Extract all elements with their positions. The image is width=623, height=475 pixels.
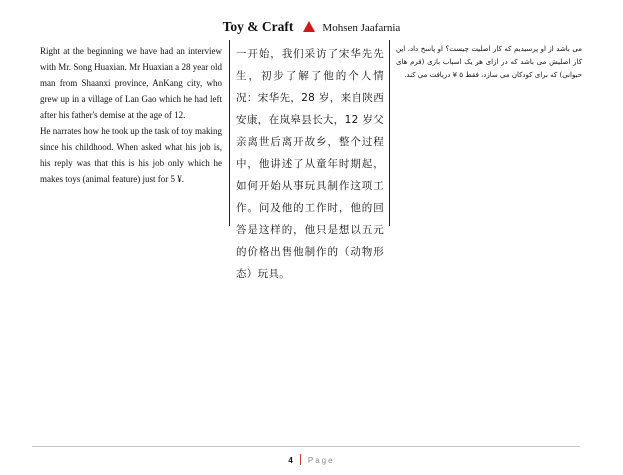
chinese-column xyxy=(236,43,384,285)
footer-separator xyxy=(300,454,301,465)
header-title: Toy & Craft xyxy=(222,19,294,34)
persian-paragraph: می باشد از او پرسیدیم که کار اصلیت چیست؟ او پاسخ داد، این کار اصلیش می باشد که در ازای هر یک اسباب بازی (فرم های حیوانی) که برای کودکان می سازد، فقط ۵ ¥ دریافت می کند. xyxy=(396,45,582,79)
column-divider-left xyxy=(229,40,230,226)
page-label: Page xyxy=(307,456,335,465)
chinese-paragraph: 一开始，我们采访了宋华先先生，初步了解了他的个人情况：宋华先，28 岁，来自陕西安康，在岚皋县长大，12 岁父亲离世后离开故乡，整个过程中，他讲述了从童年时期起，如何开始从事玩具制作这项工作。问及他的工作时，他的回答是这样的，他只是想以五元的价格出售他制作的（动物形态）玩具。 xyxy=(236,48,384,280)
red-triangle-icon xyxy=(303,21,315,32)
page-footer xyxy=(0,454,623,465)
english-column xyxy=(40,43,222,187)
page-header xyxy=(0,18,623,36)
english-paragraph-1: Right at the beginning we have had an interview with Mr. Song Huaxian. Mr Huaxian a 28 year old man from Shaanxi province, AnKang city, who grew up in a village of Lan Gao which he had left after his father's demise at the age of 12. xyxy=(40,46,222,120)
english-paragraph-2: He narrates how he took up the task of toy making since his childhood. When asked what his job is, his reply was that this is his job only which he makes toys (animal feature) just for 5 ¥. xyxy=(40,126,222,184)
persian-column xyxy=(396,43,582,82)
page-number: 4 xyxy=(288,456,293,465)
header-author: Mohsen Jaafarnia xyxy=(322,22,401,34)
footer-rule xyxy=(32,446,580,447)
column-divider-right xyxy=(389,40,390,226)
